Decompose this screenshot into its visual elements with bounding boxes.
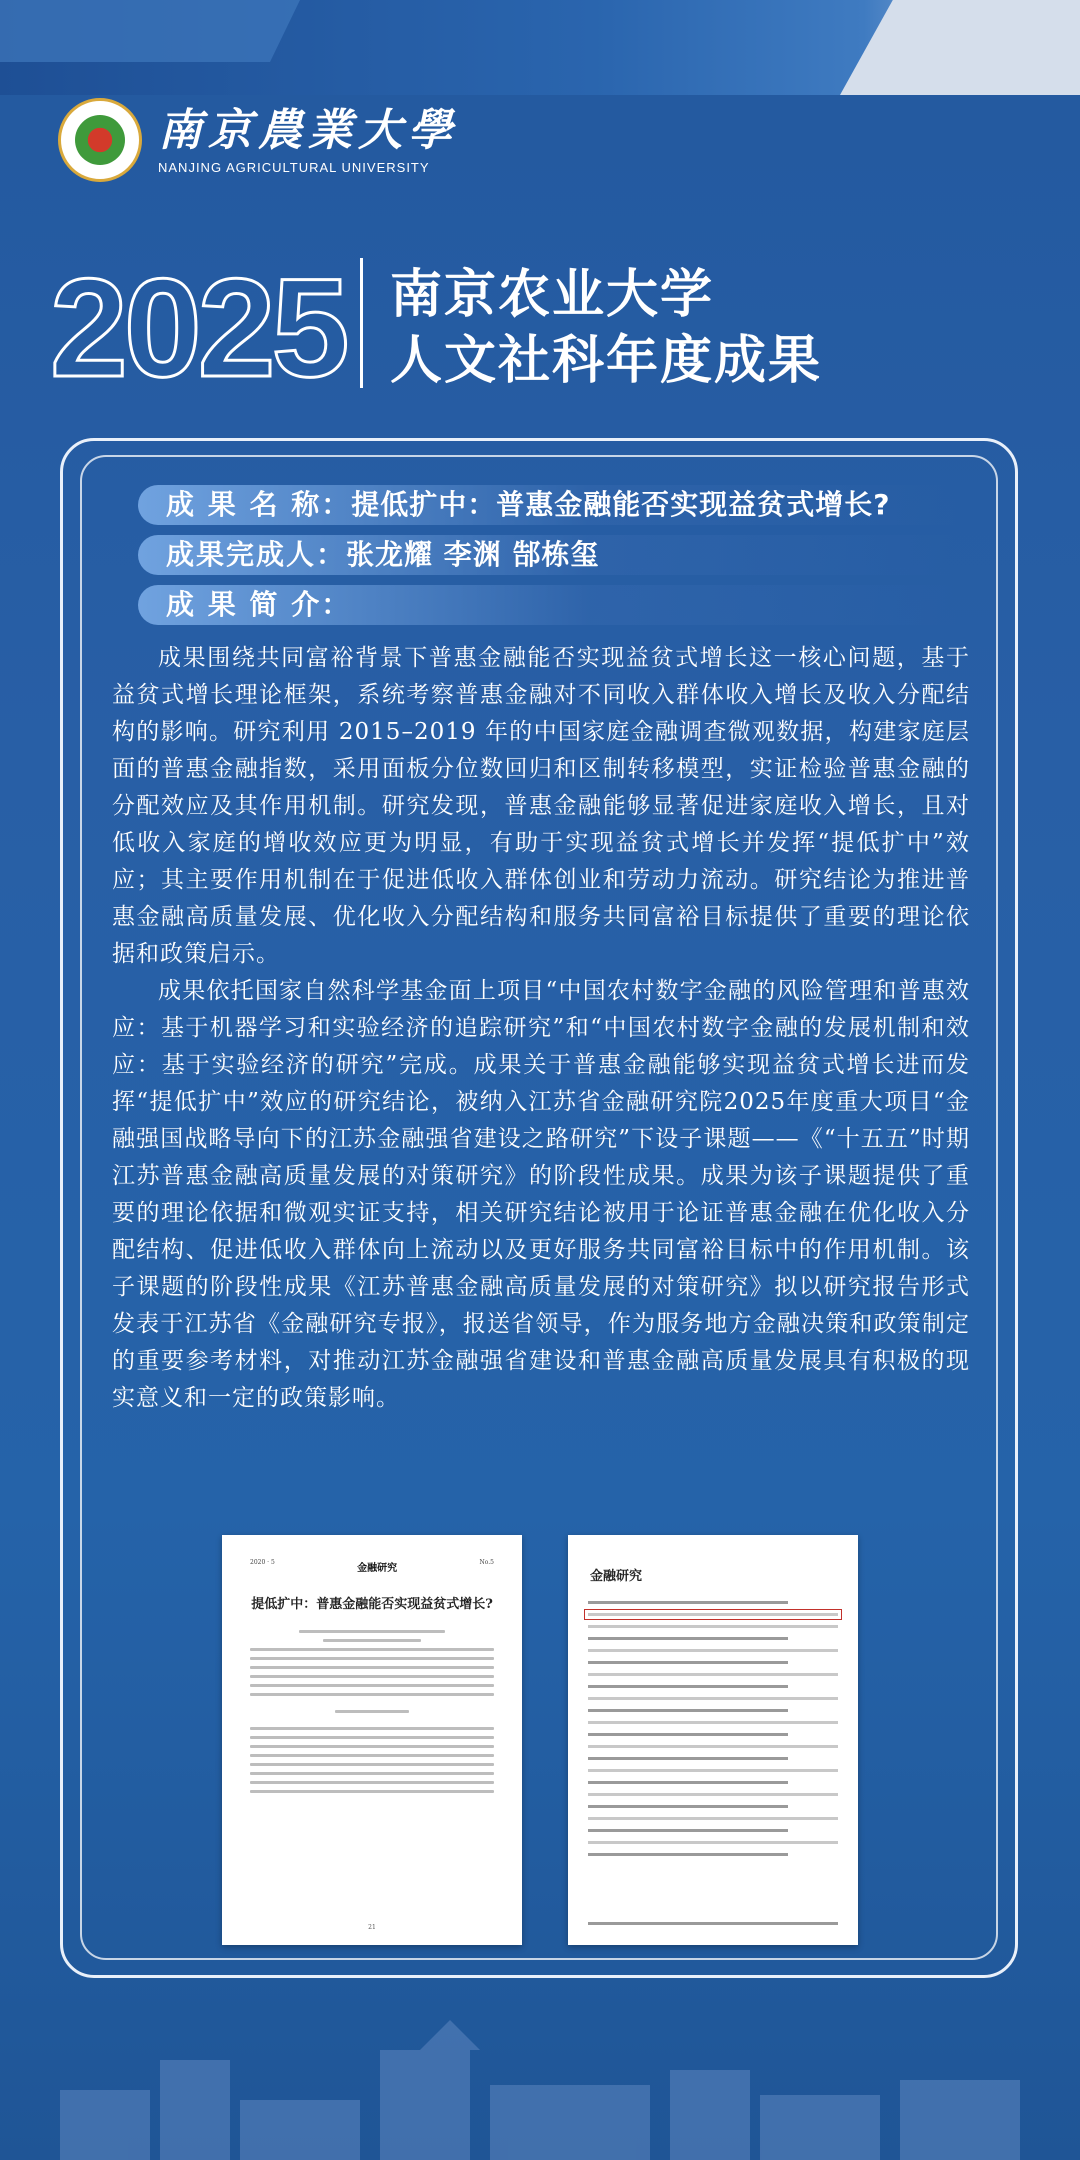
- year-divider: [360, 258, 363, 388]
- page-title: [390, 262, 822, 394]
- doc-journal-name: 金融研究: [590, 1569, 643, 1584]
- field-summary: [138, 585, 958, 625]
- doc-journal-name: 金融研究: [357, 1563, 398, 1574]
- university-name-cn: 南京農業大學: [158, 104, 458, 156]
- field-label: 成果完成人：: [166, 538, 347, 571]
- title-line-1: 南京农业大学: [390, 265, 715, 325]
- university-name: [158, 106, 458, 175]
- doc-title: 提低扩中：普惠金融能否实现益贫式增长?: [251, 1597, 493, 1612]
- banner-corner-shape: [840, 0, 1080, 95]
- field-label: 成 果 简 介：: [166, 588, 352, 621]
- field-authors: [138, 535, 958, 575]
- summary-paragraph-2: 成果依托国家自然科学基金面上项目“中国农村数字金融的风险管理和普惠效应：基于机器学习和实验经济的追踪研究”和“中国农村数字金融的发展机制和效应：基于实验经济的研究”完成。成果关于普惠金融能够实现益贫式增长进而发挥“提低扩中”效应的研究结论，被纳入江苏省金融研究院2025年度重大项目“金融强国战略导向下的江苏金融强省建设之路研究”下设子课题——《“十五五”时期江苏普惠金融高质量发展的对策研究》的阶段性成果。成果为该子课题提供了重要的理论依据和微观实证支持，相关研究结论被用于论证普惠金融在优化收入分配结构、促进低收入群体向上流动以及更好服务共同富裕目标中的作用机制。该子课题的阶段性成果《江苏普惠金融高质量发展的对策研究》拟以研究报告形式发表于江苏省《金融研究专报》，报送省领导，作为服务地方金融决策和政策制定的重要参考材料，对推动江苏金融强省建设和普惠金融高质量发展具有积极的现实意义和一定的政策影响。: [112, 978, 970, 1411]
- summary-text: [112, 640, 970, 1417]
- year-outline: 2025: [50, 249, 346, 406]
- university-seal-icon: [58, 98, 142, 182]
- paper-first-page-image: 2020 · 5 金融研究 No.5 提低扩中：普惠金融能否实现益贫式增长? 21: [222, 1535, 522, 1945]
- top-banner-band: [0, 0, 1080, 95]
- summary-paragraph-1: 成果围绕共同富裕背景下普惠金融能否实现益贫式增长这一核心问题，基于益贫式增长理论框架，系统考察普惠金融对不同收入群体收入增长及收入分配结构的影响。研究利用 2015–2019 年的中国家庭金融调查微观数据，构建家庭层面的普惠金融指数，采用面板分位数回归和区制转移模型，实证检验普惠金融的分配效应及其作用机制。研究发现，普惠金融能够显著促进家庭收入增长，且对低收入家庭的增收效应更为明显，有助于实现益贫式增长并发挥“提低扩中”效应；其主要作用机制在于促进低收入群体创业和劳动力流动。研究结论为推进普惠金融高质量发展、优化收入分配结构和服务共同富裕目标提供了重要的理论依据和政策启示。: [112, 645, 970, 967]
- university-name-en: NANJING AGRICULTURAL UNIVERSITY: [158, 159, 430, 175]
- field-value: 张龙耀 李渊 郜栋玺: [346, 538, 600, 571]
- journal-contents-image: [568, 1535, 858, 1945]
- field-label: 成 果 名 称：: [166, 488, 352, 521]
- field-achievement-name: [138, 485, 958, 525]
- university-logo: [58, 98, 458, 182]
- banner-accent-shape: [0, 0, 300, 62]
- field-value: 提低扩中：普惠金融能否实现益贫式增长?: [351, 488, 891, 521]
- campus-skyline-illustration: [0, 1990, 1080, 2160]
- title-line-2: 人文社科年度成果: [390, 331, 823, 391]
